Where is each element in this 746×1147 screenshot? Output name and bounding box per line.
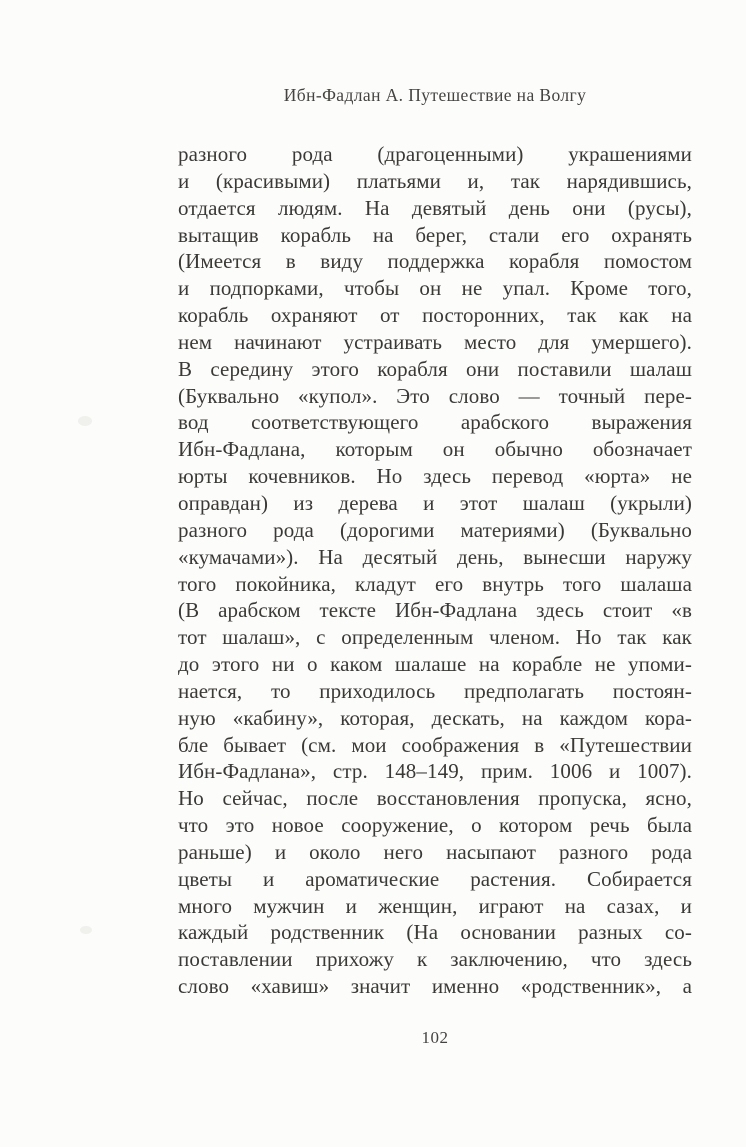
text-line: вытащив корабль на берег, стали его охранять	[178, 222, 692, 247]
text-line: раньше) и около него насыпают разного рода	[178, 839, 692, 864]
text-line: Ибн-Фадлана», стр. 148–149, прим. 1006 и 1007).	[178, 759, 692, 784]
text-line: слово «хавиш» значит именно «родственник», а	[178, 974, 692, 999]
text-line: отдается людям. На девятый день они (русы),	[178, 195, 692, 220]
text-line: Ибн-Фадлана, которым он обычно обозначает	[178, 437, 692, 462]
text-line: (Имеется в виду поддержка корабля помостом	[178, 249, 692, 274]
text-line: что это новое сооружение, о котором речь была	[178, 813, 692, 838]
text-line: поставлении прихожу к заключению, что здесь	[178, 947, 692, 972]
text-line: корабль охраняют от посторонних, так как на	[178, 303, 692, 328]
text-line: тот шалаш», с определенным членом. Но так как	[178, 625, 692, 650]
text-line: и подпорками, чтобы он не упал. Кроме того,	[178, 276, 692, 301]
text-line: ную «кабину», которая, дескать, на каждом кора-	[178, 705, 692, 730]
text-line: Но сейчас, после восстановления пропуска, ясно,	[178, 786, 692, 811]
text-line: до этого ни о каком шалаше на корабле не упоми-	[178, 652, 692, 677]
text-line: (В арабском тексте Ибн-Фадлана здесь стоит «в	[178, 598, 692, 623]
text-line: вод соответствующего арабского выражения	[178, 410, 692, 435]
text-line: В середину этого корабля они поставили шалаш	[178, 356, 692, 381]
running-header: Ибн-Фадлан А. Путешествие на Волгу	[283, 85, 587, 105]
text-line: много мужчин и женщин, играют на сазах, и	[178, 893, 692, 918]
page-number: 102	[421, 1028, 449, 1047]
scan-artifact	[80, 926, 92, 934]
text-line: нем начинают устраивать место для умершего).	[178, 329, 692, 354]
text-line: разного рода (дорогими материями) (Буквально	[178, 517, 692, 542]
text-line: разного рода (драгоценными) украшениями	[178, 142, 692, 166]
text-line: и (красивыми) платьями и, так нарядившись,	[178, 168, 692, 193]
text-line: цветы и ароматические растения. Собирается	[178, 866, 692, 891]
text-line: юрты кочевников. Но здесь перевод «юрта» не	[178, 464, 692, 489]
text-line: того покойника, кладут его внутрь того шалаша	[178, 571, 692, 596]
body-text	[178, 141, 692, 1000]
text-line: (Буквально «купол». Это слово — точный пере-	[178, 383, 692, 408]
text-line: бле бывает (см. мои соображения в «Путешествии	[178, 732, 692, 757]
text-line: каждый родственник (На основании разных со-	[178, 920, 692, 945]
text-line: оправдан) из дерева и этот шалаш (укрыли)	[178, 490, 692, 515]
scan-artifact	[78, 416, 92, 426]
text-line: нается, то приходилось предполагать постоян-	[178, 678, 692, 703]
text-line: «кумачами»). На десятый день, вынесши наружу	[178, 544, 692, 569]
